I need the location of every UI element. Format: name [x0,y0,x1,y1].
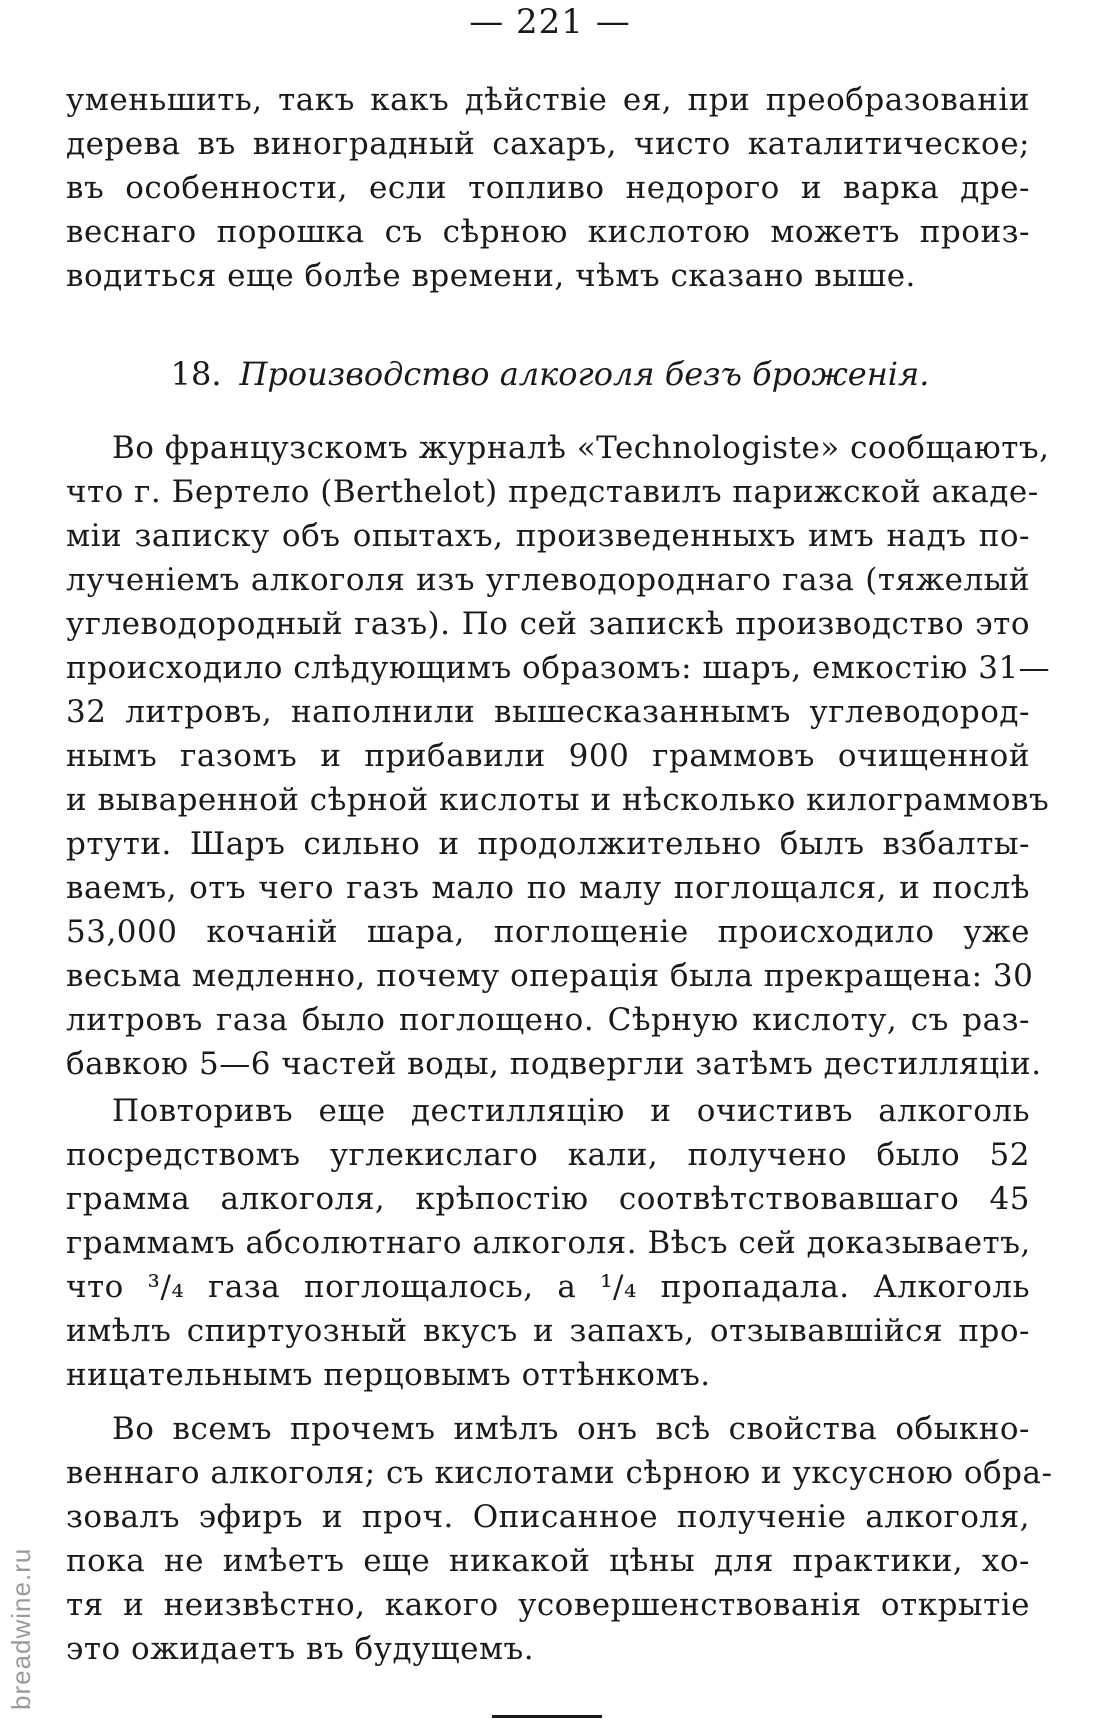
paragraph-1 [66,426,1051,1086]
text-line: ваемъ, отъ чего газъ мало по малу поглощался, и послѣ [66,870,1030,906]
text-line: имѣлъ спиртуозный вкусъ и запахъ, отзывавшійся про- [66,1313,1030,1349]
text-line: и выварeнной сѣрной кислоты и нѣсколько килограммовъ [66,782,1050,818]
text-line: Повторивъ еще дестилляцію и очистивъ алкоголь [112,1093,1030,1129]
text-line: веснаго порошка съ сѣрною кислотою можетъ произ- [66,214,1030,250]
text-line: происходило слѣдующимъ образомъ: шаръ, емкостію 31— [66,650,1051,686]
text-line: тя и неизвѣстно, какого усовершенствованія открытіе [66,1587,1030,1623]
text-line: зовалъ эфиръ и проч. Описанное полученіе алкоголя, [66,1499,1030,1535]
text-line: 53,000 кочаній шара, поглощеніе происходило уже [66,914,1030,950]
text-line: что г. Бертело (Berthelot) представилъ парижской акаде- [66,474,1039,510]
text-line: Во всемъ прочемъ имѣлъ онъ всѣ свойства обыкно- [112,1411,1030,1447]
text-line: лученіемъ алкоголя изъ углеводороднаго газа (тяжелый [66,562,1030,598]
text-line: литровъ газа было поглощено. Сѣрную кислоту, съ раз- [66,1002,1030,1038]
text-line: бавкою 5—6 частей воды, подвергли затѣмъ дестилляціи. [66,1046,1042,1082]
page-number: — 221 — [469,2,631,42]
text-line: это ожидаетъ въ будущемъ. [66,1631,535,1667]
intro-paragraph [66,78,1030,298]
text-line: нымъ газомъ и прибавили 900 граммовъ очищенной [66,738,1030,774]
section-title: Производство алкоголя безъ броженія. [239,355,930,393]
text-line: Во французскомъ журналѣ «Technologiste» сообщаютъ, [112,430,1050,466]
text-line: уменьшить, такъ какъ дѣйствіе ея, при преобразованіи [66,82,1030,118]
text-line: 32 литровъ, наполнили вышесказаннымъ углеводород- [66,694,1030,730]
text-line: пока не имѣетъ еще никакой цѣны для практики, хо- [66,1543,1030,1579]
text-line: грамма алкоголя, крѣпостію соотвѣтствовавшаго 45 [66,1181,1030,1217]
text-line: углеводородный газъ). По сей запискѣ производство это [66,606,1030,642]
text-line: дерева въ виноградный сахаръ, чисто каталитическое; [66,126,1030,162]
text-line: водиться еще болѣе времени, чѣмъ сказано выше. [66,258,916,294]
text-line: въ особенности, если топливо недорого и варка дре- [66,170,1030,206]
text-line: посредствомъ углекислаго кали, получено было 52 [66,1137,1030,1173]
text-line: міи записку объ опытахъ, произведенныхъ имъ надъ по- [66,518,1030,554]
text-line: весьма медленно, почему операція была прекращена: 30 [66,958,1034,994]
text-line: что ³/₄ газа поглощалось, а ¹/₄ пропадала. Алкоголь [66,1269,1030,1305]
section-number: 18. [170,355,222,393]
paragraph-3 [66,1407,1053,1671]
text-line: граммамъ абсолютнаго алкоголя. Вѣсъ сей доказываетъ, [66,1225,1031,1261]
text-line: веннаго алкоголя; съ кислотами сѣрною и уксусною обра- [66,1455,1053,1491]
site-watermark: breadwine.ru [6,1547,36,1710]
text-line: ртути. Шаръ сильно и продолжительно былъ взбалты- [66,826,1030,862]
text-line: ницательнымъ перцовымъ оттѣнкомъ. [66,1357,711,1393]
end-rule [492,1715,602,1718]
section-heading [0,352,1100,396]
paragraph-2 [66,1089,1030,1397]
